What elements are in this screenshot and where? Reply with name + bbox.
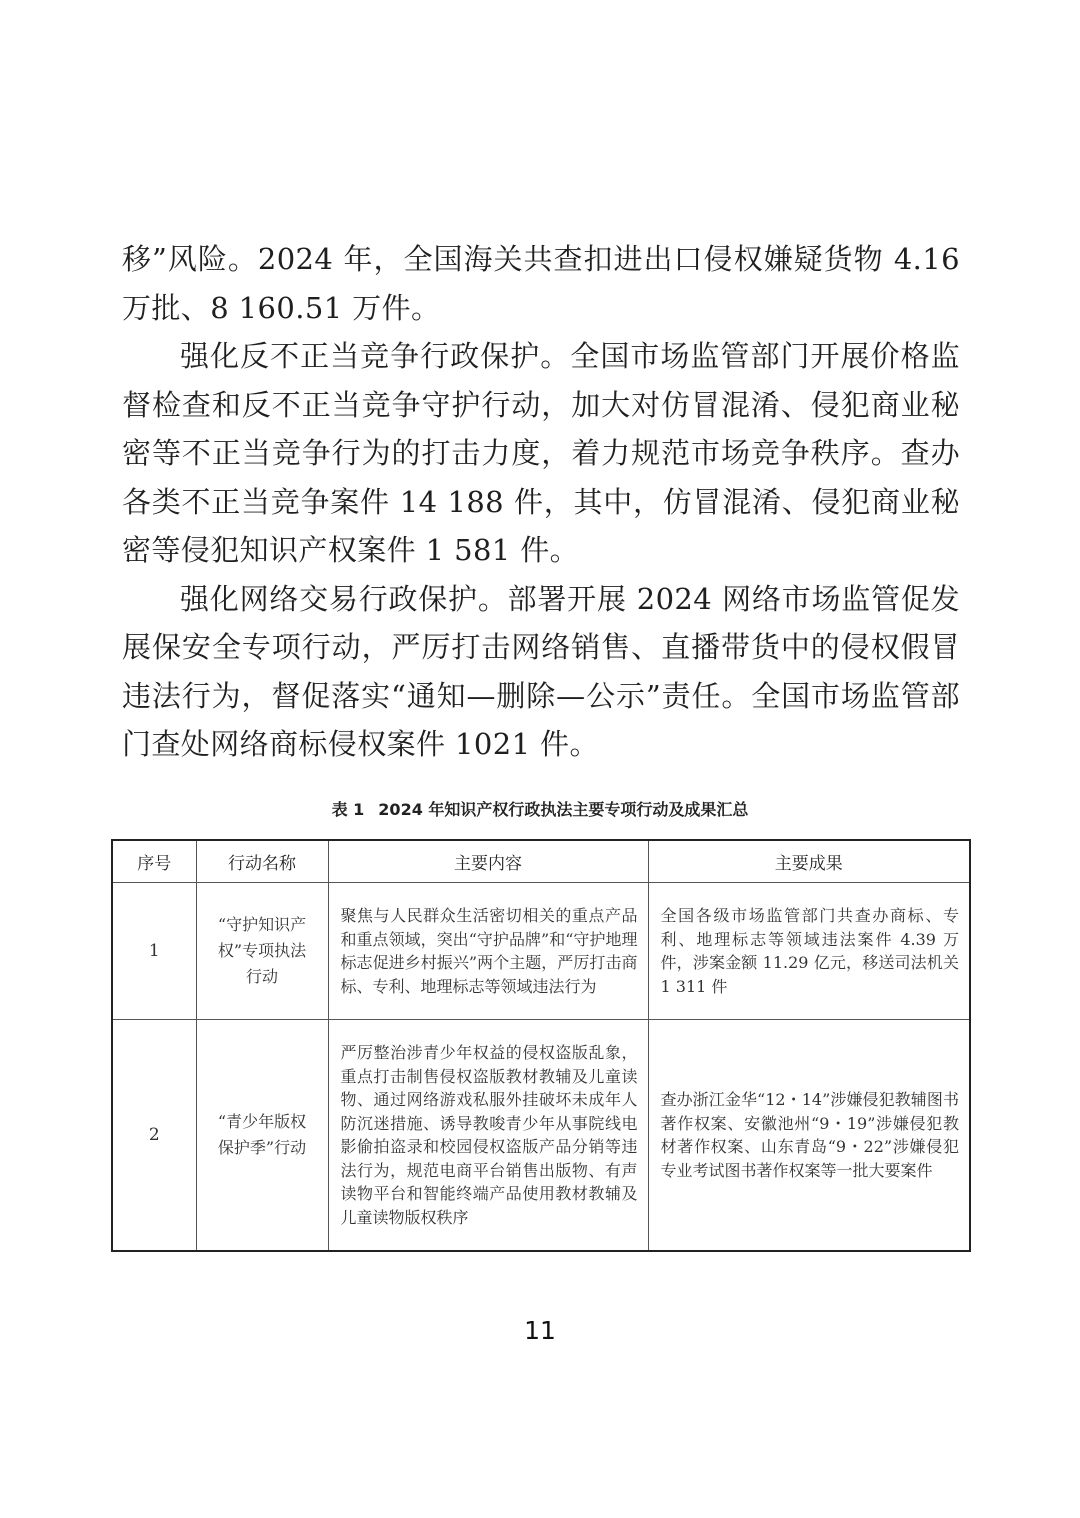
cell-main-content: 严厉整治涉青少年权益的侵权盗版乱象，重点打击制售侵权盗版教材教辅及儿童读物、通过网络游戏私服外挂破坏未成年人防沉迷措施、诱导教唆青少年从事院线电影偷拍盗录和校园侵权盗版产品分销等违法行为，规范电商平台销售出版物、有声读物平台和智能终端产品使用教材教辅及儿童读物版权秩序 (328, 1020, 648, 1252)
cell-main-results: 查办浙江金华“12・14”涉嫌侵犯教辅图书著作权案、安徽池州“9・19”涉嫌侵犯教材著作权案、山东青岛“9・22”涉嫌侵犯专业考试图书著作权案等一批大要案件 (648, 1020, 970, 1252)
header-main-results: 主要成果 (648, 840, 970, 883)
header-action-name: 行动名称 (196, 840, 328, 883)
table-row (112, 1020, 970, 1252)
paragraph-unfair-competition: 强化反不正当竞争行政保护。全国市场监管部门开展价格监督检查和反不正当竞争守护行动，加大对仿冒混淆、侵犯商业秘密等不正当竞争行为的打击力度，着力规范市场竞争秩序。查办各类不正当竞争案件 14 188 件，其中，仿冒混淆、侵犯商业秘密等侵犯知识产权案件 1 581 件。 (122, 339, 960, 567)
cell-main-results: 全国各级市场监管部门共查办商标、专利、地理标志等领域违法案件 4.39 万件，涉案金额 11.29 亿元，移送司法机关 1 311 件 (648, 883, 970, 1020)
paragraph-customs: 移”风险。2024 年，全国海关共查扣进出口侵权嫌疑货物 4.16 万批、8 160.51 万件。 (122, 242, 960, 325)
paragraph-online-trade: 强化网络交易行政保护。部署开展 2024 网络市场监管促发展保安全专项行动，严厉打击网络销售、直播带货中的侵权假冒违法行为，督促落实“通知—删除—公示”责任。全国市场监管部门查处网络商标侵权案件 1021 件。 (122, 581, 960, 761)
header-serial: 序号 (112, 840, 196, 883)
table-caption (0, 797, 1080, 820)
cell-main-content: 聚焦与人民群众生活密切相关的重点产品和重点领域，突出“守护品牌”和“守护地理标志促进乡村振兴”两个主题，严厉打击商标、专利、地理标志等领域违法行为 (328, 883, 648, 1020)
header-main-content: 主要内容 (328, 840, 648, 883)
enforcement-actions-table (111, 839, 971, 1252)
cell-action-name: “青少年版权保护季”行动 (196, 1020, 328, 1252)
table-row (112, 883, 970, 1020)
cell-serial: 2 (112, 1020, 196, 1252)
cell-action-name: “守护知识产权”专项执法行动 (196, 883, 328, 1020)
page-number: 11 (524, 1316, 556, 1345)
table-caption-number: 表 1 (331, 800, 365, 819)
cell-serial: 1 (112, 883, 196, 1020)
table-caption-title: 2024 年知识产权行政执法主要专项行动及成果汇总 (378, 800, 749, 819)
table-header-row (112, 840, 970, 883)
body-text (122, 235, 960, 769)
